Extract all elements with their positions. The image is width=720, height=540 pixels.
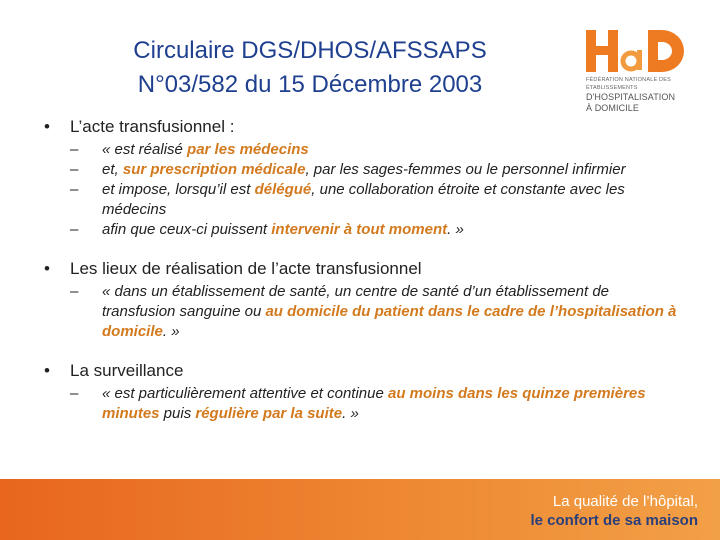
section-heading: Les lieux de réalisation de l’acte transfusionnel bbox=[70, 259, 422, 278]
had-logo-mark bbox=[586, 28, 698, 74]
sub-item bbox=[70, 140, 684, 160]
section-heading: L’acte transfusionnel : bbox=[70, 117, 235, 136]
had-logo bbox=[586, 28, 698, 120]
dash-icon: – bbox=[70, 221, 79, 238]
dash-icon: – bbox=[70, 283, 79, 300]
plain-text: et, bbox=[102, 161, 123, 178]
plain-text: puis bbox=[159, 405, 196, 422]
sub-item-text bbox=[102, 282, 684, 342]
plain-text: , par les sages-femmes ou le personnel infirmier bbox=[305, 161, 626, 178]
plain-text: afin que ceux-ci puissent bbox=[102, 221, 272, 238]
slide-content bbox=[44, 116, 684, 442]
dash-icon: – bbox=[70, 161, 79, 178]
bullet-heading bbox=[44, 258, 684, 280]
sub-item bbox=[70, 160, 684, 180]
sub-item-text bbox=[102, 140, 309, 160]
section-heading: La surveillance bbox=[70, 361, 184, 380]
sub-list bbox=[44, 140, 684, 240]
sub-item-text bbox=[102, 220, 464, 240]
sub-item bbox=[70, 384, 684, 424]
highlighted-text: par les médecins bbox=[187, 141, 309, 158]
plain-text: . » bbox=[342, 405, 359, 422]
highlighted-text: régulière par la suite bbox=[195, 405, 343, 422]
highlighted-text: au moins dans les quinze premières minutes bbox=[102, 385, 646, 422]
bullet-dot-icon: • bbox=[44, 361, 50, 380]
sub-item bbox=[70, 282, 684, 342]
section-surveillance bbox=[44, 360, 684, 424]
dash-icon: – bbox=[70, 385, 79, 402]
sub-item bbox=[70, 180, 684, 220]
plain-text: et impose, lorsqu’il est bbox=[102, 181, 255, 198]
footer-slogan-line-2: le confort de sa maison bbox=[530, 512, 698, 529]
highlighted-text: délégué bbox=[254, 181, 312, 198]
plain-text: . » bbox=[447, 221, 464, 238]
plain-text: « est particulièrement attentive et continue bbox=[102, 385, 388, 402]
slide-title bbox=[60, 34, 560, 102]
section-acte bbox=[44, 116, 684, 240]
sub-item-text bbox=[102, 180, 684, 220]
section-lieux bbox=[44, 258, 684, 342]
highlighted-text: intervenir à tout moment bbox=[271, 221, 448, 238]
plain-text: . » bbox=[162, 323, 180, 340]
bullet-dot-icon: • bbox=[44, 117, 50, 136]
dash-icon: – bbox=[70, 181, 79, 198]
plain-text: « est réalisé bbox=[102, 141, 188, 158]
logo-line-1: D'HOSPITALISATION bbox=[586, 92, 676, 102]
logo-line-2: À DOMICILE bbox=[586, 103, 640, 113]
title-line-1: Circulaire DGS/DHOS/AFSSAPS bbox=[133, 37, 487, 64]
footer-slogan-line-1: La qualité de l’hôpital, bbox=[552, 493, 698, 510]
sub-item-text bbox=[102, 160, 626, 180]
plain-text: « dans un établissement de santé, un centre de santé d’un établissement de transfusion sanguine ou bbox=[102, 283, 610, 320]
sub-list bbox=[44, 384, 684, 424]
bullet-heading bbox=[44, 116, 684, 138]
dash-icon: – bbox=[70, 141, 79, 158]
highlighted-text: au domicile du patient dans le cadre de l’hospitalisation à domicile bbox=[102, 303, 677, 340]
bullet-heading bbox=[44, 360, 684, 382]
logo-small-text: FÉDÉRATION NATIONALE DES ÉTABLISSEMENTS bbox=[586, 77, 671, 91]
plain-text: , une collaboration étroite et constante avec les médecins bbox=[102, 181, 625, 218]
title-line-2: N°03/582 du 15 Décembre 2003 bbox=[137, 71, 483, 98]
footer-banner bbox=[0, 479, 720, 540]
sub-list bbox=[44, 282, 684, 342]
logo-text bbox=[586, 76, 698, 114]
bullet-dot-icon: • bbox=[44, 259, 50, 278]
highlighted-text: sur prescription médicale bbox=[122, 161, 306, 178]
sub-item bbox=[70, 220, 684, 240]
sub-item-text bbox=[102, 384, 684, 424]
